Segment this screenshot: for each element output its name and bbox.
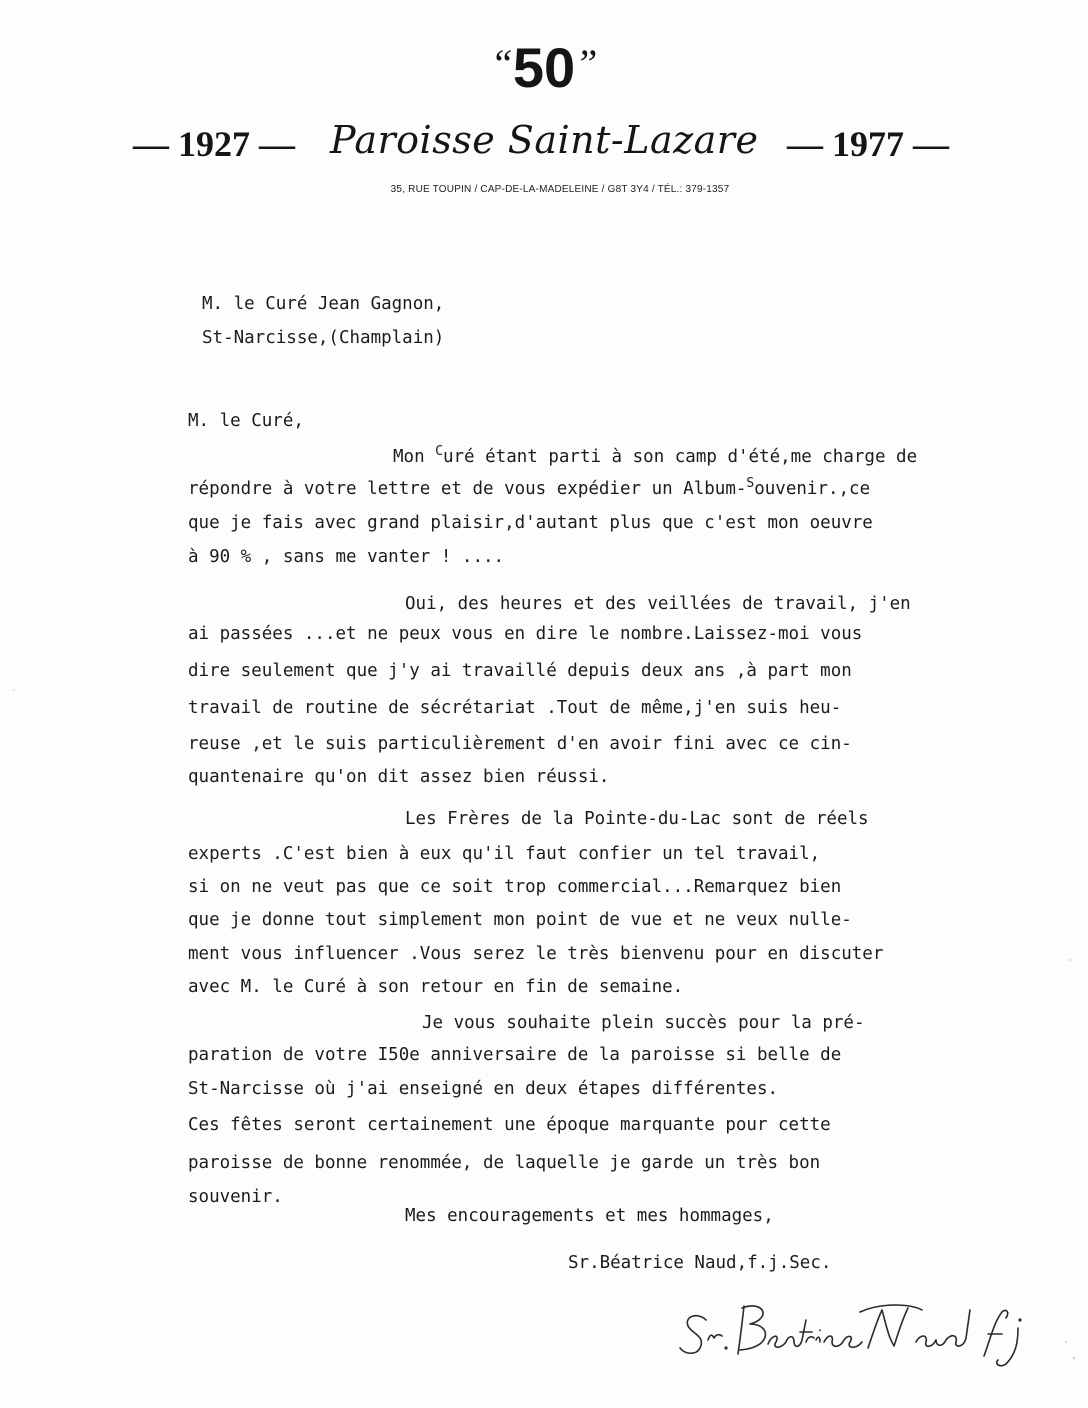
closing-line: Mes encouragements et mes hommages, <box>405 1206 774 1226</box>
paragraph-4-line: Je vous souhaite plein succès pour la pré- <box>422 1013 865 1033</box>
paragraph-3-line: si on ne veut pas que ce soit trop commercial...Remarquez bien <box>188 877 842 897</box>
paragraph-4-line: St-Narcisse où j'ai enseigné en deux étapes différentes. <box>188 1079 779 1099</box>
letterhead-parish-name: Paroisse Saint-Lazare <box>330 118 759 162</box>
paragraph-2-line: travail de routine de sécrétariat .Tout de même,j'en suis heu- <box>188 698 842 718</box>
recipient-line: M. le Curé Jean Gagnon, <box>202 294 445 314</box>
recipient-line: St-Narcisse,(Champlain) <box>202 328 445 348</box>
paragraph-3-line: ment vous influencer .Vous serez le très bienvenu pour en discuter <box>188 944 884 964</box>
paragraph-4-line: Ces fêtes seront certainement une époque marquante pour cette <box>188 1115 831 1135</box>
recipient-block <box>202 287 444 355</box>
paragraph-3-line: Les Frères de la Pointe-du-Lac sont de réels <box>405 809 869 829</box>
paragraph-4-line: paration de votre I50e anniversaire de la paroisse si belle de <box>188 1045 842 1065</box>
handwritten-signature <box>672 1290 1052 1370</box>
superscript-letter: S <box>746 476 755 491</box>
letterhead-number: 50 <box>512 36 576 99</box>
paragraph-2-line: dire seulement que j'y ai travaillé depuis deux ans ,à part mon <box>188 661 852 681</box>
paragraph-1-line: que je fais avec grand plaisir,d'autant plus que c'est mon oeuvre <box>188 513 873 533</box>
superscript-letter: C <box>435 444 443 459</box>
paragraph-4-line: souvenir. <box>188 1187 283 1207</box>
paragraph-3-line: avec M. le Curé à son retour en fin de semaine. <box>188 977 684 997</box>
paragraph-2-line: ai passées ...et ne peux vous en dire le nombre.Laissez-moi vous <box>188 624 863 644</box>
text-run: ouvenir.,ce <box>754 479 871 499</box>
paragraph-2-line: reuse ,et le suis particulièrement d'en avoir fini avec ce cin- <box>188 734 852 754</box>
paragraph-2-line: quantenaire qu'on dit assez bien réussi. <box>188 767 610 787</box>
paragraph-1-line <box>188 478 870 502</box>
paragraph-1-line <box>393 446 917 470</box>
salutation: M. le Curé, <box>188 411 304 431</box>
letterhead-year-end: — 1977 — <box>787 124 949 164</box>
letterhead-address: 35, RUE TOUPIN / CAP-DE-LA-MADELEINE / G8T 3Y4 / TÉL.: 379-1357 <box>390 184 730 195</box>
letterhead-open-quote: “ <box>490 41 513 86</box>
letterhead-close-quote: ” <box>575 41 598 86</box>
text-run: répondre à votre lettre et de vous expédier un Album- <box>188 479 747 499</box>
paragraph-1-line: à 90 % , sans me vanter ! .... <box>188 547 505 567</box>
paragraph-3-line: que je donne tout simplement mon point de vue et ne veux nulle- <box>188 910 852 930</box>
text-run: Mon <box>393 447 436 467</box>
paragraph-3-line: experts .C'est bien à eux qu'il faut confier un tel travail, <box>188 844 821 864</box>
text-run: uré étant parti à son camp d'été,me charge de <box>442 447 918 467</box>
letterhead-anniversary-number <box>0 38 1088 98</box>
paragraph-4-line: paroisse de bonne renommée, de laquelle je garde un très bon <box>188 1153 821 1173</box>
letterhead-year-start: — 1927 — <box>133 124 295 164</box>
paragraph-2-line: Oui, des heures et des veillées de travail, j'en <box>405 594 911 614</box>
sender-name: Sr.Béatrice Naud,f.j.Sec. <box>568 1253 832 1273</box>
